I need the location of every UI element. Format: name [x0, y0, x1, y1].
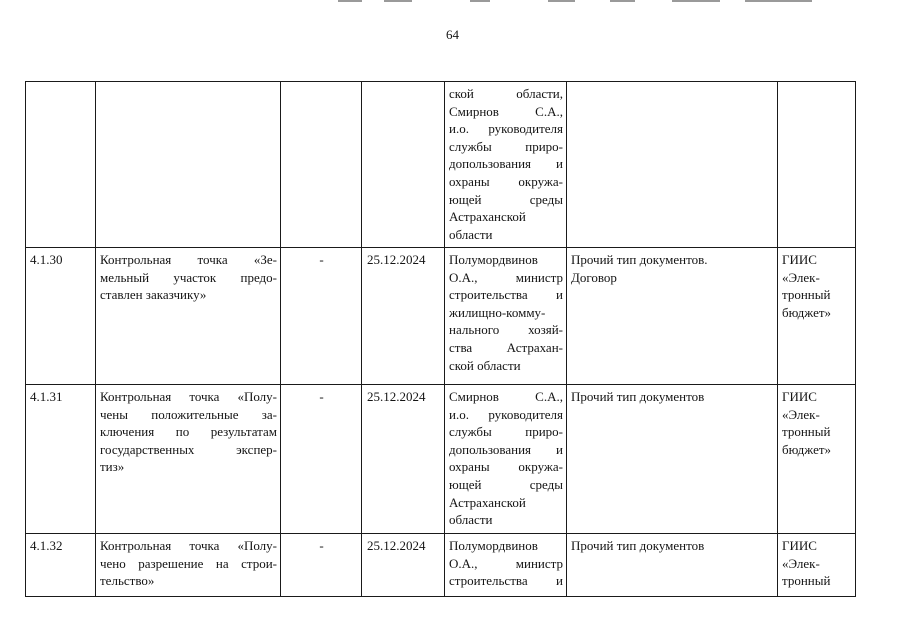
responsible-line: и.о. руководителя	[449, 121, 563, 137]
document-type-line: Прочий тип документов.	[571, 252, 708, 267]
control-points-table	[25, 81, 856, 597]
responsible-line: ства Астрахан-	[449, 339, 563, 355]
name-line: Контрольная точка «Зе-	[100, 252, 277, 267]
responsible-line: ской области,	[449, 86, 563, 101]
system-line: ГИИС	[782, 538, 817, 553]
responsible-line: службы приро-	[449, 138, 563, 154]
cell-system	[778, 385, 856, 534]
cell-dash: -	[281, 385, 362, 534]
name-line: мельный участок предо-	[100, 269, 277, 285]
cell-document-type	[567, 534, 778, 597]
name-line: государственных экспер-	[100, 441, 277, 457]
cell-system	[778, 248, 856, 385]
cell-dash: -	[281, 248, 362, 385]
responsible-line: и.о. руководителя	[449, 406, 563, 422]
cell-document-type	[567, 248, 778, 385]
cell-system	[778, 82, 856, 248]
responsible-line: области	[449, 226, 493, 242]
responsible-line: Астраханской	[449, 209, 526, 225]
document-type-line: Прочий тип документов	[571, 538, 705, 553]
cell-name	[96, 385, 281, 534]
cell-responsible	[445, 82, 567, 248]
name-line: Контрольная точка «Полу-	[100, 389, 277, 404]
table-row	[26, 248, 856, 385]
document-type-line: Договор	[571, 269, 617, 285]
system-line: ГИИС	[782, 252, 817, 267]
responsible-line: О.А., министр	[449, 555, 563, 571]
table-row	[26, 82, 856, 248]
cell-date	[362, 82, 445, 248]
document-type-line: Прочий тип документов	[571, 389, 705, 404]
responsible-line: Полумордвинов	[449, 252, 538, 267]
responsible-line: области	[449, 512, 493, 528]
cell-responsible	[445, 534, 567, 597]
name-line: чено разрешение на строи-	[100, 555, 277, 571]
name-line: тиз»	[100, 459, 125, 475]
responsible-line: Смирнов С.А.,	[449, 103, 563, 119]
responsible-line: ющей среды	[449, 191, 563, 207]
cell-name	[96, 82, 281, 248]
responsible-line: ющей среды	[449, 476, 563, 492]
cell-name	[96, 248, 281, 385]
responsible-line: Астраханской	[449, 494, 526, 510]
cell-system	[778, 534, 856, 597]
cell-date: 25.12.2024	[362, 248, 445, 385]
responsible-line: службы приро-	[449, 424, 563, 440]
responsible-line: жилищно-комму-	[449, 304, 546, 320]
responsible-line: ской области	[449, 357, 521, 373]
responsible-line: Смирнов С.А.,	[449, 389, 563, 404]
system-line: «Элек-	[782, 406, 820, 422]
cell-date: 25.12.2024	[362, 385, 445, 534]
responsible-line: охраны окружа-	[449, 459, 563, 475]
name-line: тельство»	[100, 573, 155, 589]
system-line: «Элек-	[782, 269, 820, 285]
scan-edge-marks	[0, 0, 905, 4]
cell-number	[26, 82, 96, 248]
system-line: бюджет»	[782, 441, 832, 457]
name-line: чены положительные за-	[100, 406, 277, 422]
cell-document-type	[567, 82, 778, 248]
cell-number: 4.1.31	[26, 385, 96, 534]
table-row	[26, 385, 856, 534]
name-line: Контрольная точка «Полу-	[100, 538, 277, 553]
system-line: «Элек-	[782, 555, 820, 571]
responsible-line: допользования и	[449, 156, 563, 172]
cell-number: 4.1.32	[26, 534, 96, 597]
system-line: бюджет»	[782, 304, 832, 320]
cell-dash: -	[281, 534, 362, 597]
name-line: ключения по результатам	[100, 424, 277, 440]
system-line: тронный	[782, 287, 831, 303]
responsible-line: О.А., министр	[449, 269, 563, 285]
cell-responsible	[445, 385, 567, 534]
cell-date: 25.12.2024	[362, 534, 445, 597]
table-row	[26, 534, 856, 597]
name-line: ставлен заказчику»	[100, 287, 207, 303]
cell-dash	[281, 82, 362, 248]
cell-responsible	[445, 248, 567, 385]
cell-document-type	[567, 385, 778, 534]
responsible-line: охраны окружа-	[449, 173, 563, 189]
responsible-line: строительства и	[449, 573, 563, 589]
responsible-line: допользования и	[449, 441, 563, 457]
page-number: 64	[446, 27, 459, 42]
responsible-line: Полумордвинов	[449, 538, 538, 553]
system-line: ГИИС	[782, 389, 817, 404]
system-line: тронный	[782, 424, 831, 440]
responsible-line: нального хозяй-	[449, 322, 563, 338]
system-line: тронный	[782, 573, 831, 589]
cell-name	[96, 534, 281, 597]
cell-number: 4.1.30	[26, 248, 96, 385]
responsible-line: строительства и	[449, 287, 563, 303]
